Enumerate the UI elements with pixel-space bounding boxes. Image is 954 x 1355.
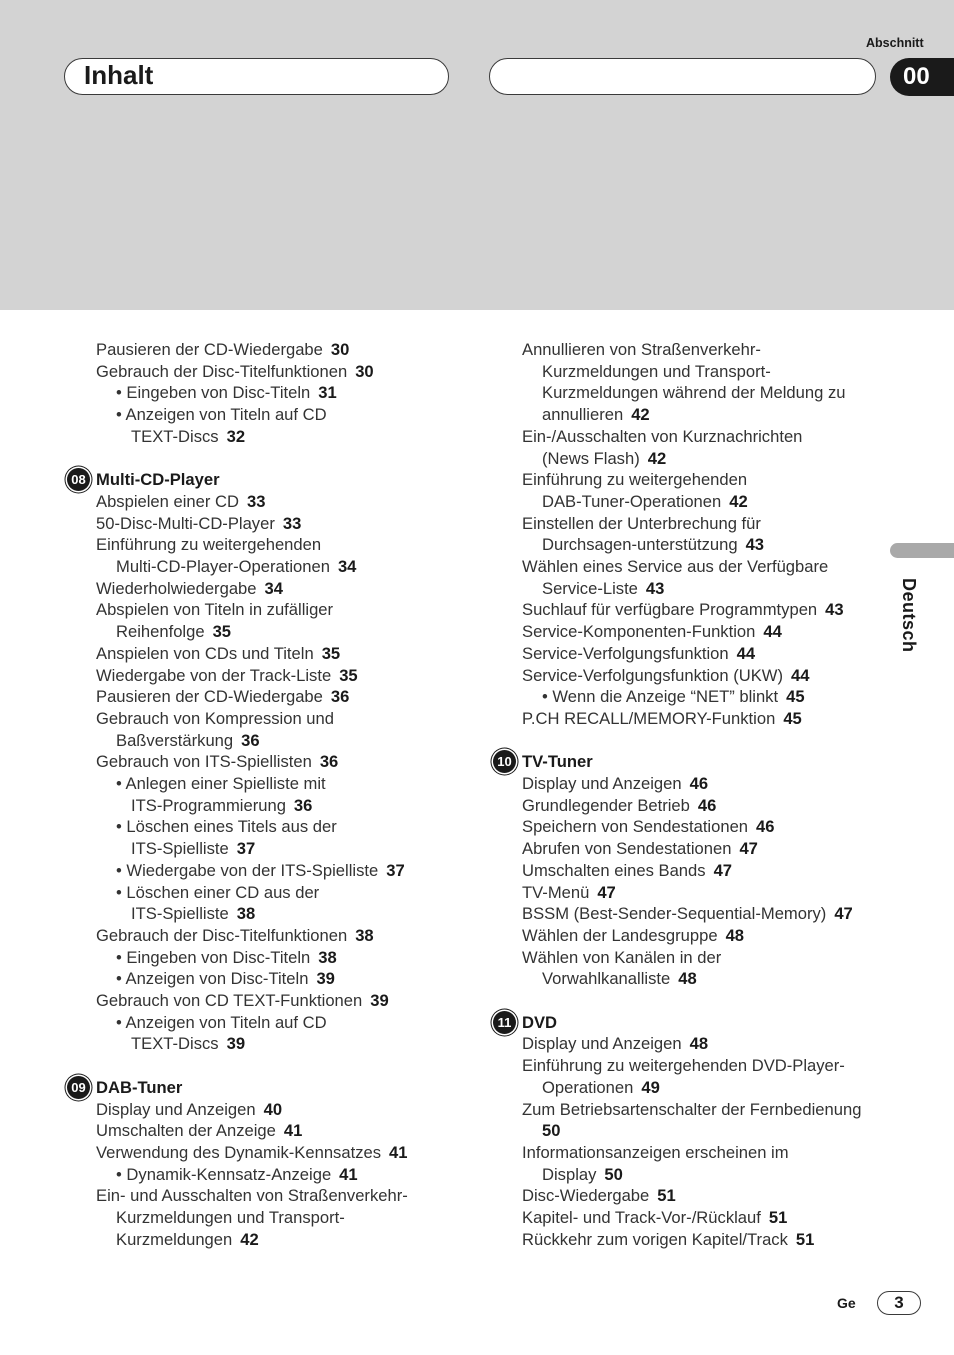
section-number-circle: 08 <box>67 468 90 491</box>
toc-entry[interactable]: Wählen der Landesgruppe 48 <box>522 925 745 945</box>
page-ref: 36 <box>293 795 313 815</box>
page-ref: 47 <box>834 904 853 924</box>
toc-entry[interactable]: Anspielen von CDs und Titeln 35 <box>96 643 341 663</box>
page-ref: 48 <box>689 1034 709 1054</box>
toc-entry[interactable]: • Wiedergabe von der ITS-Spielliste 37 <box>116 860 405 880</box>
page-ref: 45 <box>786 687 805 707</box>
page-ref: 50 <box>542 1121 561 1141</box>
toc-entry[interactable]: Annullieren von Straßenverkehr- <box>522 340 761 359</box>
toc-entry[interactable]: Kurzmeldungen während der Meldung zu <box>542 383 846 403</box>
page-ref: 34 <box>337 557 357 576</box>
toc-entry[interactable]: Ein-/Ausschalten von Kurznachrichten <box>522 426 803 446</box>
toc-entry[interactable]: DAB-Tuner-Operationen 42 <box>542 491 748 511</box>
toc-left-column <box>71 339 476 1250</box>
page-ref: 36 <box>319 752 339 772</box>
toc-entry[interactable]: • Wenn die Anzeige “NET” blinkt 45 <box>542 687 805 707</box>
toc-section-heading[interactable]: 10 TV-Tuner <box>522 751 882 773</box>
toc-entry[interactable]: (News Flash) 42 <box>542 448 667 468</box>
toc-entry[interactable]: • Anzeigen von Disc-Titeln 39 <box>116 969 335 989</box>
page-ref: 35 <box>339 665 358 685</box>
page-ref: 48 <box>725 925 745 945</box>
toc-entry[interactable]: Service-Verfolgungsfunktion (UKW) 44 <box>522 665 810 685</box>
toc-entry[interactable]: • Eingeben von Disc-Titeln 38 <box>116 947 337 967</box>
toc-entry[interactable]: • Anlegen einer Spielliste mit <box>116 774 326 794</box>
toc-right-column <box>497 339 882 1250</box>
page-ref: 38 <box>355 925 374 945</box>
toc-entry[interactable]: Pausieren der CD-Wiedergabe 30 <box>96 340 350 359</box>
toc-entry[interactable]: Gebrauch von Kompression und <box>96 708 334 728</box>
toc-entry[interactable]: Service-Liste 43 <box>542 578 665 598</box>
footer-page-number: 3 <box>877 1291 921 1315</box>
toc-entry[interactable]: Kurzmeldungen und Transport- <box>116 1208 345 1228</box>
page-title: Inhalt <box>84 60 154 90</box>
toc-entry[interactable]: Display 50 <box>542 1164 623 1184</box>
section-label: Abschnitt <box>866 36 924 50</box>
toc-entry[interactable]: Baßverstärkung 36 <box>116 730 260 750</box>
page-ref: 45 <box>783 708 802 728</box>
page-ref: 44 <box>791 665 810 685</box>
toc-entry[interactable]: Umschalten der Anzeige 41 <box>96 1121 303 1141</box>
toc-entry[interactable]: Einführung zu weitergehenden <box>522 470 748 490</box>
page-ref: 43 <box>745 535 765 555</box>
toc-entry[interactable]: Suchlauf für verfügbare Programmtypen 43 <box>522 600 844 620</box>
toc-entry[interactable]: Disc-Wiedergabe 51 <box>522 1186 676 1206</box>
page-ref: 33 <box>282 513 302 533</box>
page-ref: 37 <box>386 860 405 880</box>
page-ref: 46 <box>756 817 775 837</box>
toc-entry[interactable]: • Anzeigen von Titeln auf CD <box>116 405 327 425</box>
toc-entry[interactable]: Einführung zu weitergehenden DVD-Player- <box>522 1056 845 1076</box>
toc-entry[interactable]: Display und Anzeigen 40 <box>96 1099 283 1119</box>
toc-entry[interactable]: Reihenfolge 35 <box>116 622 232 642</box>
page-ref: 42 <box>729 491 748 511</box>
toc-entry[interactable]: annullieren 42 <box>542 405 650 425</box>
toc-entry[interactable]: Service-Komponenten-Funktion 44 <box>522 622 782 642</box>
toc-entry[interactable]: • Eingeben von Disc-Titeln 31 <box>116 383 337 403</box>
page-ref: 34 <box>264 578 283 598</box>
page-ref: 38 <box>236 904 256 924</box>
toc-entry[interactable]: Gebrauch der Disc-Titelfunktionen 30 <box>96 361 374 381</box>
toc-section-heading[interactable]: 11 DVD <box>522 1012 882 1034</box>
toc-entry[interactable]: Gebrauch von CD TEXT-Funktionen 39 <box>96 991 389 1011</box>
page-ref: 44 <box>763 622 782 642</box>
page-ref: 31 <box>318 383 337 403</box>
page-ref: 35 <box>212 622 232 642</box>
toc-entry[interactable]: Wiedergabe von der Track-Liste 35 <box>96 665 358 685</box>
toc-entry[interactable]: Zum Betriebsartenschalter der Fernbedienung <box>522 1099 862 1119</box>
toc-entry[interactable]: Wiederholwiedergabe 34 <box>96 578 283 598</box>
page-ref: 39 <box>226 1034 246 1054</box>
toc-section-heading[interactable]: 09 DAB-Tuner <box>96 1077 476 1099</box>
section-number-circle: 11 <box>493 1011 516 1034</box>
toc-entry[interactable]: Display und Anzeigen 46 <box>522 774 709 794</box>
page-ref: 41 <box>339 1164 358 1184</box>
page-ref: 48 <box>678 969 697 989</box>
page-ref: 35 <box>321 643 341 663</box>
toc-entry[interactable]: TEXT-Discs 32 <box>131 426 246 446</box>
toc-entry[interactable]: Vorwahlkanalliste 48 <box>542 969 697 989</box>
page-ref: 47 <box>597 882 616 902</box>
page-ref: 47 <box>713 860 733 880</box>
page-ref: 51 <box>657 1186 676 1206</box>
page-ref: 50 <box>604 1164 623 1184</box>
page-ref: 38 <box>318 947 337 967</box>
toc-entry[interactable]: Durchsagen-unterstützung 43 <box>542 535 765 555</box>
toc-entry[interactable]: Informationsanzeigen erscheinen im <box>522 1142 789 1162</box>
toc-entry[interactable]: • Anzeigen von Titeln auf CD <box>116 1012 327 1032</box>
toc-entry[interactable]: Einstellen der Unterbrechung für <box>522 513 761 533</box>
toc-entry[interactable]: Display und Anzeigen 48 <box>522 1034 709 1054</box>
page-ref: 37 <box>236 839 256 859</box>
page-ref: 32 <box>226 426 246 446</box>
toc-entry[interactable]: Kurzmeldungen 42 <box>116 1229 259 1249</box>
page-ref: 47 <box>739 839 758 859</box>
page-ref: 42 <box>631 405 650 425</box>
title-frame <box>64 58 449 95</box>
blank-title-frame <box>489 58 876 95</box>
page-ref: 41 <box>283 1121 303 1141</box>
toc-entry[interactable]: Operationen 49 <box>542 1077 660 1097</box>
page-ref: 51 <box>768 1208 788 1228</box>
toc-entry[interactable]: Kapitel- und Track-Vor-/Rücklauf 51 <box>522 1208 788 1228</box>
toc-entry[interactable]: • Dynamik-Kennsatz-Anzeige 41 <box>116 1164 358 1184</box>
toc-entry[interactable]: Abrufen von Sendestationen 47 <box>522 839 758 859</box>
toc-entry[interactable]: Rückkehr zum vorigen Kapitel/Track 51 <box>522 1229 815 1249</box>
toc-entry[interactable]: BSSM (Best-Sender-Sequential-Memory) 47 <box>522 904 853 924</box>
toc-entry[interactable]: Verwendung des Dynamik-Kennsatzes 41 <box>96 1142 408 1162</box>
page-ref: 46 <box>689 774 709 794</box>
toc-entry[interactable]: P.CH RECALL/MEMORY-Funktion 45 <box>522 708 802 728</box>
page-ref: 41 <box>389 1142 408 1162</box>
section-number-circle: 10 <box>493 750 516 773</box>
toc-entry[interactable]: Wählen eines Service aus der Verfügbare <box>522 557 829 577</box>
page-ref: 43 <box>645 578 665 598</box>
toc-entry[interactable]: Einführung zu weitergehenden <box>96 535 322 555</box>
language-label: Deutsch <box>899 578 919 653</box>
page-ref: 36 <box>241 730 260 750</box>
section-number-circle: 09 <box>67 1076 90 1099</box>
toc-entry[interactable]: 50-Disc-Multi-CD-Player 33 <box>96 513 302 533</box>
page-ref: 30 <box>355 361 374 381</box>
toc-entry[interactable]: • Löschen einer CD aus der <box>116 882 320 902</box>
toc-entry[interactable] <box>522 1120 882 1142</box>
page-ref: 39 <box>316 969 335 989</box>
page-ref: 36 <box>330 687 350 707</box>
toc-entry[interactable]: Ein- und Ausschalten von Straßenverkehr- <box>96 1186 408 1206</box>
toc-entry[interactable]: ITS-Programmierung 36 <box>131 795 313 815</box>
page-ref: 49 <box>641 1077 660 1097</box>
toc-entry[interactable]: Abspielen einer CD 33 <box>96 491 266 511</box>
toc-entry[interactable]: Multi-CD-Player-Operationen 34 <box>116 557 357 576</box>
page-ref: 30 <box>330 340 350 359</box>
page-ref: 43 <box>825 600 844 620</box>
toc-entry[interactable]: TV-Menü 47 <box>522 882 616 902</box>
toc-entry[interactable]: Speichern von Sendestationen 46 <box>522 817 775 837</box>
page-ref: 33 <box>246 491 266 511</box>
toc-entry[interactable]: • Löschen eines Titels aus der <box>116 817 337 837</box>
toc-entry[interactable]: Pausieren der CD-Wiedergabe 36 <box>96 687 350 707</box>
toc-entry[interactable]: Gebrauch der Disc-Titelfunktionen 38 <box>96 925 374 945</box>
toc-entry[interactable]: Abspielen von Titeln in zufälliger <box>96 600 334 620</box>
header-band <box>0 0 954 310</box>
toc-entry[interactable]: Service-Verfolgungsfunktion 44 <box>522 643 756 663</box>
footer-language-code: Ge <box>837 1295 856 1311</box>
toc-entry[interactable]: Umschalten eines Bands 47 <box>522 860 733 880</box>
page-ref: 42 <box>647 448 667 468</box>
section-number-badge: 00 <box>890 58 954 96</box>
toc-entry[interactable]: ITS-Spielliste 37 <box>131 839 256 859</box>
toc-entry[interactable]: Gebrauch von ITS-Spiellisten 36 <box>96 752 339 772</box>
page-ref: 40 <box>263 1099 283 1119</box>
toc-section-heading[interactable]: 08 Multi-CD-Player <box>96 469 476 491</box>
page-ref: 46 <box>697 795 717 815</box>
toc-entry[interactable]: Kurzmeldungen und Transport- <box>542 361 771 381</box>
page-ref: 42 <box>240 1229 259 1249</box>
toc-entry[interactable]: ITS-Spielliste 38 <box>131 904 256 924</box>
toc-entry[interactable]: Wählen von Kanälen in der <box>522 947 722 967</box>
page-ref: 44 <box>736 643 756 663</box>
language-tab <box>890 543 954 558</box>
toc-entry[interactable]: Grundlegender Betrieb 46 <box>522 795 717 815</box>
page-ref: 51 <box>795 1229 815 1249</box>
toc-entry[interactable]: TEXT-Discs 39 <box>131 1034 246 1054</box>
page-ref: 39 <box>370 991 389 1011</box>
